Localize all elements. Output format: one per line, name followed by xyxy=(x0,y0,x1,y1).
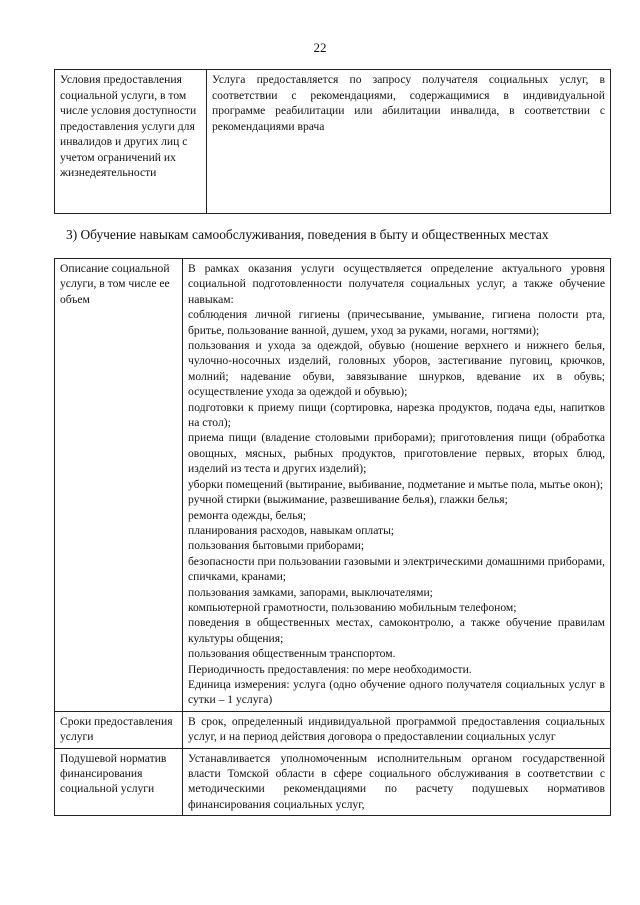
table-row xyxy=(55,259,611,712)
terms-label: Сроки предоставления услуги xyxy=(55,711,183,748)
description-paragraph: ремонта одежды, белья; xyxy=(188,508,307,522)
description-paragraph: подготовки к приему пищи (сортировка, нарезка продуктов, подача еды, напитков на стол); xyxy=(188,400,605,430)
table-row xyxy=(55,748,611,816)
description-paragraph: В рамках оказания услуги осуществляется определение актуального уровня социальной подготовленности получателя социальных услуг, а также обучение навыкам: xyxy=(188,262,605,306)
table-row xyxy=(55,70,611,214)
service-table xyxy=(54,258,611,816)
description-paragraph: поведения в общественных местах, самоконтролю, а также обучение правилам культуры общения; xyxy=(188,616,605,645)
financing-value: Устанавливается уполномоченным исполнительным органом государственной власти Томской области в сфере социального обслуживания в соответствии с методическими рекомендациями по расчету подушевых нормативов финансирования социальных услуг, xyxy=(183,748,611,816)
description-paragraph: пользования и ухода за одеждой, обувью (ношение верхнего и нижнего белья, чулочно-носочных изделий, головных уборов, застегивание пуговиц, крючков, молний; надевание обуви, завязывание шнурков, вдевание их в обувь; осуществление ухода за одеждой и обувью); xyxy=(188,339,605,399)
table-row xyxy=(55,711,611,748)
description-paragraph: уборки помещений (вытирание, выбивание, подметание и мытье пола, мытье окон); xyxy=(188,477,604,491)
section-heading: 3) Обучение навыкам самообслуживания, поведения в быту и общественных местах xyxy=(66,227,549,242)
unit-of-measure-text: Единица измерения: услуга (одно обучение одного получателя социальных услуг в сутки – 1 услуга) xyxy=(188,677,605,707)
description-paragraph: планирования расходов, навыкам оплаты; xyxy=(188,523,395,537)
description-paragraph: пользования общественным транспортом. xyxy=(188,647,396,661)
periodicity-text: Периодичность предоставления: по мере необходимости. xyxy=(188,662,472,676)
page-number: 22 xyxy=(313,40,327,55)
description-paragraph: компьютерной грамотности, пользованию мобильным телефоном; xyxy=(188,600,517,614)
financing-label: Подушевой норматив финансирования социальной услуги xyxy=(55,748,183,816)
description-paragraph: ручной стирки (выжимание, развешивание белья), глажки белья; xyxy=(188,493,508,507)
description-paragraph: безопасности при пользовании газовыми и электрическими домашними приборами, спичками, кранами; xyxy=(188,554,605,584)
description-paragraph: пользования замками, запорами, выключателями; xyxy=(188,585,433,599)
description-paragraph: приема пищи (владение столовыми приборами); приготовления пищи (обработка овощных, мясных, рыбных продуктов, приготовление первых, вторых блюд, изделий из теста и других изделий); xyxy=(188,431,605,476)
description-cell xyxy=(183,259,611,712)
conditions-value: Услуга предоставляется по запросу получателя социальных услуг, в соответствии с рекомендациями, содержащимися в индивидуальной программе реабилитации или абилитации инвалида, в соответствии с рекомендациями врача xyxy=(207,70,611,214)
description-paragraph: соблюдения личной гигиены (причесывание, умывание, гигиена полости рта, бритье, пользование ванной, душем, уход за руками, ногами, ногтями); xyxy=(188,308,605,337)
description-label: Описание социальной услуги, в том числе ее объем xyxy=(55,259,183,712)
description-paragraph: пользования бытовыми приборами; xyxy=(188,539,365,553)
terms-value: В срок, определенный индивидуальной программой предоставления социальных услуг, и на период действия договора о предоставлении социальных услуг xyxy=(183,711,611,748)
conditions-label: Условия предоставления социальной услуги, в том числе условия доступности предоставления услуги для инвалидов и других лиц с учетом ограничений их жизнедеятельности xyxy=(55,70,207,214)
conditions-table xyxy=(54,69,611,214)
